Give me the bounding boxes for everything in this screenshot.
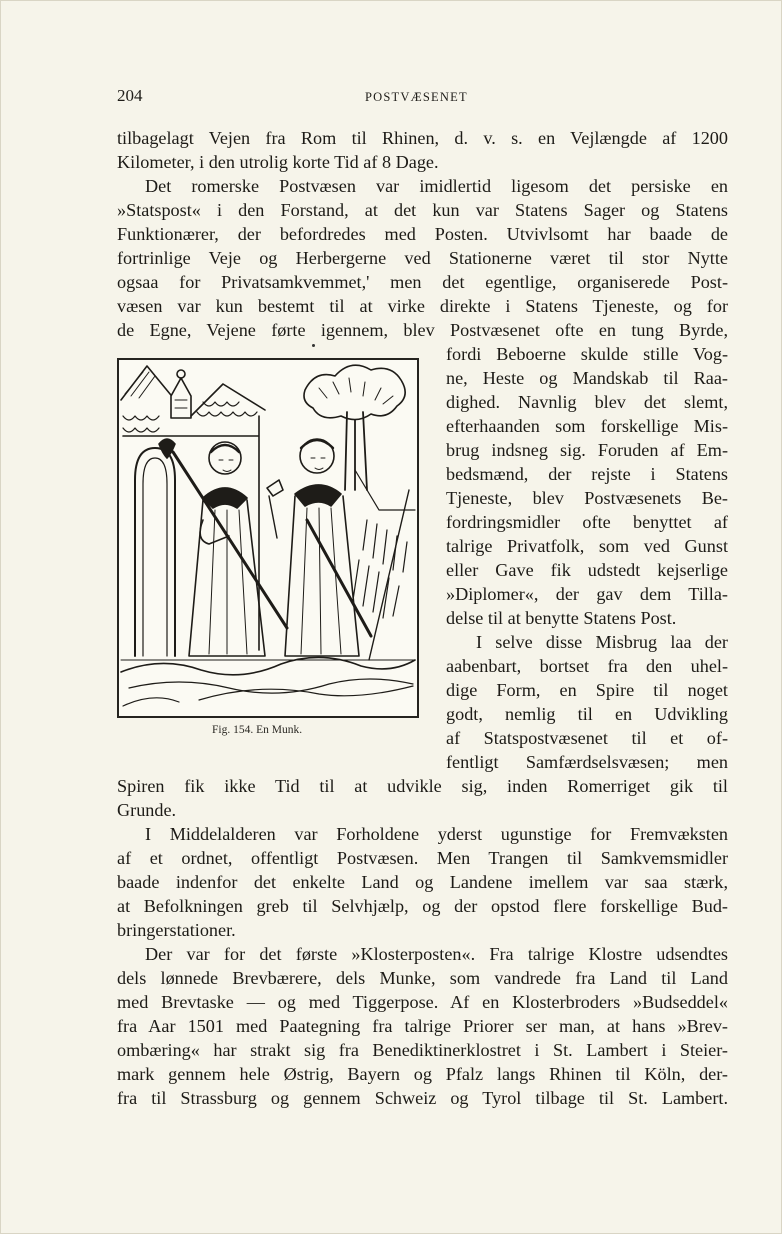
text-line: Grunde. bbox=[117, 800, 177, 820]
text-line: fra Aar 1501 med Paategning fra talrige Priorer ser man, at hans »Brev- bbox=[117, 1016, 728, 1036]
text-line: fra til Strassburg og gennem Schweiz og Tyrol tilbage til St. Lambert. bbox=[117, 1088, 728, 1108]
text-line: ombæring« har strakt sig fra Benediktinerklostret i St. Lambert i Steier- bbox=[117, 1040, 728, 1060]
text-line: tilbagelagt Vejen fra Rom til Rhinen, d. v. s. en Vejlængde af 1200 bbox=[117, 128, 728, 148]
text-line: dige Form, en Spire til noget bbox=[446, 680, 728, 700]
text-line: dels lønnede Brevbærere, dels Munke, som vandrede fra Land til Land bbox=[117, 968, 728, 988]
text-line: Det romerske Postvæsen var imidlertid ligesom det persiske en bbox=[145, 176, 728, 196]
text-line: Der var for det første »Klosterposten«. Fra talrige Klostre udsendtes bbox=[145, 944, 728, 964]
text-line: efterhaanden som forskellige Mis- bbox=[446, 416, 728, 436]
monk-woodcut-illustration bbox=[119, 360, 417, 716]
running-head: POSTVÆSENET bbox=[365, 90, 468, 104]
page-number: 204 bbox=[117, 86, 143, 105]
text-line: af Statspostvæsenet til et of- bbox=[446, 728, 728, 748]
text-line: baade indenfor det enkelte Land og Landene imellem var saa stærk, bbox=[117, 872, 728, 892]
text-line: fordi Beboerne skulde stille Vog- bbox=[446, 344, 728, 364]
text-line: fordringsmidler ofte benyttet af bbox=[446, 512, 728, 532]
text-line: bedsmænd, der rejste i Statens bbox=[446, 464, 728, 484]
text-line: delse til at benytte Statens Post. bbox=[446, 608, 677, 628]
text-line: væsen var kun bestemt til at virke direkte i Statens Tjeneste, og for bbox=[117, 296, 728, 316]
ink-speck bbox=[312, 344, 315, 347]
text-line: af et ordnet, offentligt Postvæsen. Men Trangen til Samkvemsmidler bbox=[117, 848, 728, 868]
text-line: Spiren fik ikke Tid til at udvikle sig, inden Romerriget gik til bbox=[117, 776, 728, 796]
text-line: godt, nemlig til en Udvikling bbox=[446, 704, 728, 724]
text-line: Kilometer, i den utrolig korte Tid af 8 Dage. bbox=[117, 152, 439, 172]
text-line: »Diplomer«, der gav dem Tilla- bbox=[446, 584, 728, 604]
text-line: brug indsneg sig. Foruden af Em- bbox=[446, 440, 728, 460]
text-line: ne, Heste og Mandskab til Raa- bbox=[446, 368, 728, 388]
text-line: aabenbart, bortset fra den uhel- bbox=[446, 656, 728, 676]
text-line: I selve disse Misbrug laa der bbox=[476, 632, 728, 652]
text-line: bringerstationer. bbox=[117, 920, 236, 940]
figure-caption: Fig. 154. En Munk. bbox=[212, 724, 303, 736]
text-line: I Middelalderen var Forholdene yderst ugunstige for Fremvæksten bbox=[145, 824, 728, 844]
text-line: talrige Privatfolk, som ved Gunst bbox=[446, 536, 728, 556]
text-line: eller Gave fik udstedt kejserlige bbox=[446, 560, 728, 580]
text-line: mark gennem hele Østrig, Bayern og Pfalz langs Rhinen til Köln, der- bbox=[117, 1064, 728, 1084]
text-line: de Egne, Vejene førte igennem, blev Postvæsenet ofte en tung Byrde, bbox=[117, 320, 728, 340]
monk-woodcut-figure bbox=[117, 358, 419, 718]
text-line: fentligt Samfærdselsvæsen; men bbox=[446, 752, 728, 772]
page-header bbox=[117, 86, 727, 110]
text-line: ogsaa for Privatsamkvemmet,' men det egentlige, organiserede Post- bbox=[117, 272, 728, 292]
text-line: at Befolkningen greb til Selvhjælp, og der opstod flere forskellige Bud- bbox=[117, 896, 728, 916]
text-line: »Statspost« i den Forstand, at det kun var Statens Sager og Statens bbox=[117, 200, 728, 220]
text-line: med Brevtaske — og med Tiggerpose. Af en Klosterbroders »Budseddel« bbox=[117, 992, 728, 1012]
text-line: Funktionærer, der befordredes med Posten. Utvivlsomt har baade de bbox=[117, 224, 728, 244]
text-line: fortrinlige Veje og Herbergerne ved Stationerne været til stor Nytte bbox=[117, 248, 728, 268]
text-line: dighed. Navnlig blev det slemt, bbox=[446, 392, 728, 412]
text-line: Tjeneste, blev Postvæsenets Be- bbox=[446, 488, 728, 508]
